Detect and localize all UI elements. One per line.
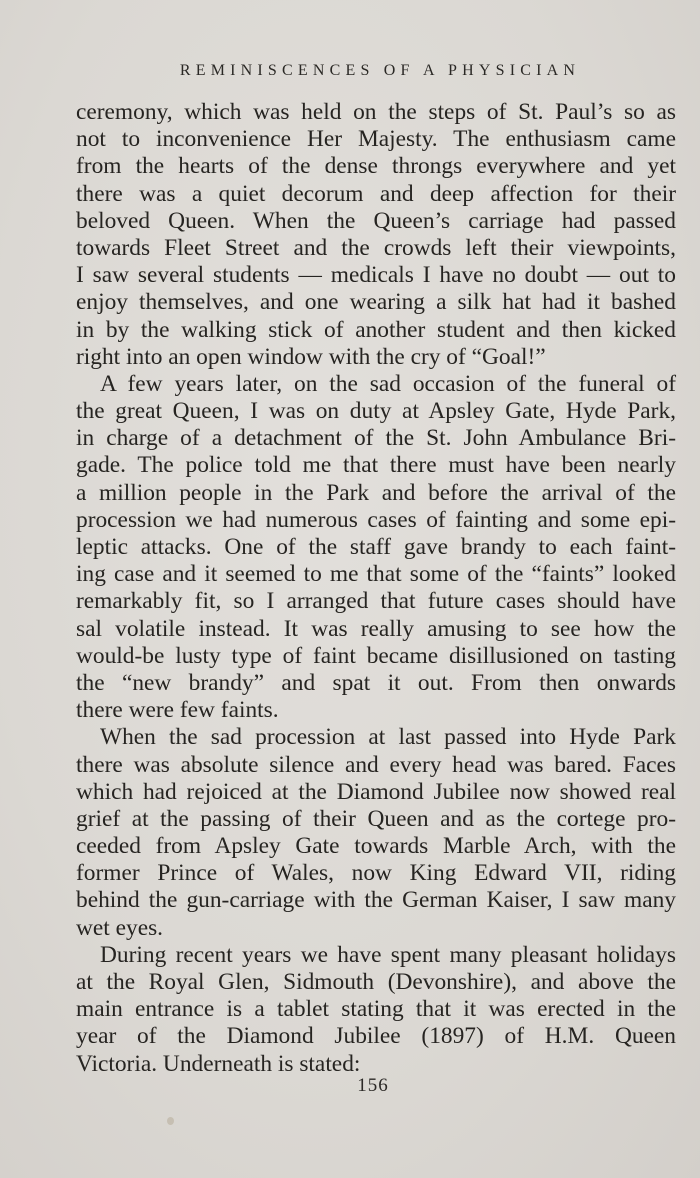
text-line: behind the gun-carriage with the German Kaiser, I saw many <box>76 887 676 914</box>
text-line: beloved Queen. When the Queen’s carriage had passed <box>76 207 676 234</box>
text-line: remarkably fit, so I arranged that future cases should have <box>76 588 676 615</box>
text-line: the great Queen, I was on duty at Apsley Gate, Hyde Park, <box>76 398 676 425</box>
text-line: there were few faints. <box>76 697 279 724</box>
text-line: there was absolute silence and every head was bared. Faces <box>76 751 676 778</box>
text-line: main entrance is a tablet stating that it was erected in the <box>76 996 676 1023</box>
text-line: A few years later, on the sad occasion of the funeral of <box>100 370 676 397</box>
text-line: the “new brandy” and spat it out. From then onwards <box>76 669 676 696</box>
text-line: towards Fleet Street and the crowds left their viewpoints, <box>76 234 676 261</box>
text-line: which had rejoiced at the Diamond Jubilee now showed real <box>76 778 676 805</box>
text-line: enjoy themselves, and one wearing a silk hat had it bashed <box>76 289 676 316</box>
text-line: I saw several students — medicals I have no doubt — out to <box>76 262 676 289</box>
text-line: procession we had numerous cases of fainting and some epi- <box>76 506 676 533</box>
text-line: gade. The police told me that there must have been nearly <box>76 452 676 479</box>
text-line: in by the walking stick of another student and then kicked <box>76 316 676 343</box>
text-line: ceremony, which was held on the steps of St. Paul’s so as <box>76 99 676 125</box>
paper-speck <box>167 1117 174 1125</box>
text-line: would-be lusty type of faint became disillusioned on tasting <box>76 642 676 669</box>
body-text <box>76 99 676 1078</box>
text-line: in charge of a detachment of the St. John Ambulance Bri- <box>76 425 676 452</box>
text-line: leptic attacks. One of the staff gave brandy to each faint- <box>76 534 676 560</box>
page-number: 156 <box>357 1075 389 1096</box>
text-line: grief at the passing of their Queen and as the cortege pro- <box>76 805 676 832</box>
text-line: ing case and it seemed to me that some of the “faints” looked <box>76 561 676 588</box>
text-line: former Prince of Wales, now King Edward VII, riding <box>76 860 676 887</box>
text-line: Victoria. Underneath is stated: <box>76 1050 361 1077</box>
text-line: not to inconvenience Her Majesty. The enthusiasm came <box>76 126 676 153</box>
text-line: During recent years we have spent many pleasant holidays <box>100 941 676 968</box>
running-head: REMINISCENCES OF A PHYSICIAN <box>179 62 581 79</box>
text-line: right into an open window with the cry of “Goal!” <box>76 343 546 370</box>
text-line: a million people in the Park and before the arrival of the <box>76 479 676 506</box>
text-line: year of the Diamond Jubilee (1897) of H.M. Queen <box>76 1023 676 1050</box>
text-line: When the sad procession at last passed into Hyde Park <box>100 724 676 751</box>
text-line: from the hearts of the dense throngs everywhere and yet <box>76 153 676 180</box>
text-line: sal volatile instead. It was really amusing to see how the <box>76 615 676 642</box>
text-line: at the Royal Glen, Sidmouth (Devonshire), and above the <box>76 969 676 995</box>
text-line: ceeded from Apsley Gate towards Marble Arch, with the <box>76 833 676 860</box>
text-line: there was a quiet decorum and deep affection for their <box>76 180 676 207</box>
text-line: wet eyes. <box>76 914 164 941</box>
